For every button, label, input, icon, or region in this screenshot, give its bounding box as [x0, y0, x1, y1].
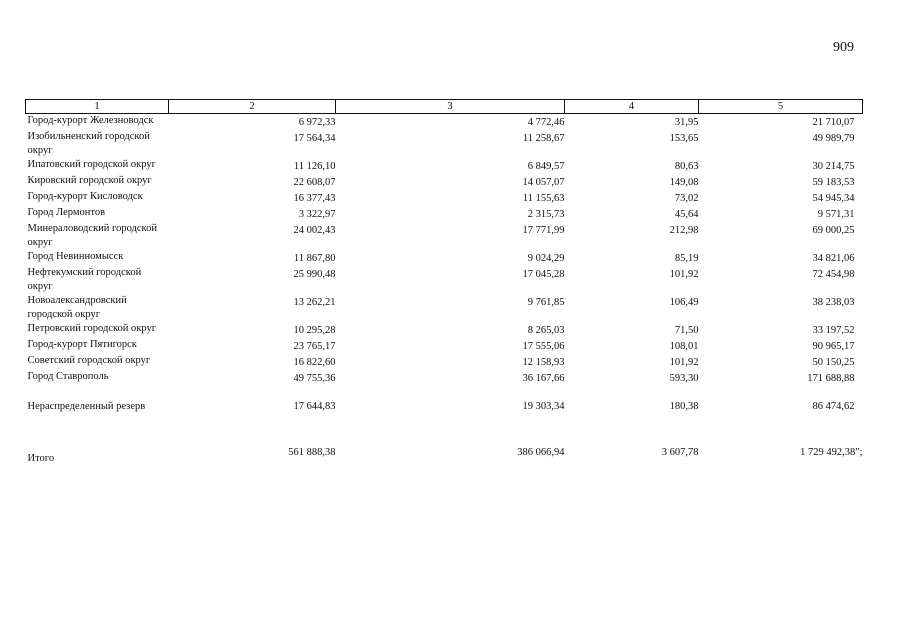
cell-col5: 69 000,25 — [812, 225, 855, 236]
cell-col5: 9 571,31 — [817, 209, 855, 220]
total-col5 — [699, 414, 863, 466]
cell-col5: 86 474,62 — [812, 401, 855, 412]
table-row — [26, 386, 863, 414]
cell-col3: 11 155,63 — [522, 193, 565, 204]
cell-col4: 593,30 — [669, 373, 699, 384]
table-body — [26, 114, 863, 467]
cell-col2: 10 295,28 — [293, 325, 336, 336]
cell-col4: 101,92 — [669, 269, 699, 280]
cell-col2: 17 644,83 — [293, 401, 336, 412]
cell-col3: 9 761,85 — [527, 297, 565, 308]
cell-col4: 106,49 — [669, 297, 699, 308]
cell-col3: 8 265,03 — [527, 325, 565, 336]
cell-col4: 108,01 — [669, 341, 699, 352]
cell-col5: 50 150,25 — [812, 357, 855, 368]
cell-col2: 6 972,33 — [298, 117, 336, 128]
row-name: Город Лермонтов — [27, 207, 106, 218]
cell-col5: 34 821,06 — [812, 253, 855, 264]
cell-col3: 11 258,67 — [522, 133, 565, 144]
cell-col2: 25 990,48 — [293, 269, 336, 280]
cell-col3: 12 158,93 — [522, 357, 565, 368]
row-name: Ипатовский городской округ — [27, 159, 156, 170]
table-row — [26, 174, 863, 190]
cell-col4: 31,95 — [674, 117, 699, 128]
table-row — [26, 266, 863, 294]
cell-col4: 80,63 — [674, 161, 699, 172]
table-row — [26, 338, 863, 354]
row-name: Петровский городской округ — [27, 323, 157, 334]
cell-col3: 2 315,73 — [527, 209, 565, 220]
cell-col5: 90 965,17 — [812, 341, 855, 352]
total-label: Итого — [27, 453, 55, 464]
cell-col3: 17 045,28 — [522, 269, 565, 280]
total-col4: 3 607,78 — [661, 447, 699, 458]
cell-col3: 17 555,06 — [522, 341, 565, 352]
cell-col4: 153,65 — [669, 133, 699, 144]
cell-col5: 38 238,03 — [812, 297, 855, 308]
cell-col2: 24 002,43 — [293, 225, 336, 236]
cell-col3: 36 167,66 — [522, 373, 565, 384]
table-row — [26, 250, 863, 266]
cell-col3: 17 771,99 — [522, 225, 565, 236]
cell-col2: 11 126,10 — [293, 161, 336, 172]
cell-col5: 72 454,98 — [812, 269, 855, 280]
table-row — [26, 114, 863, 131]
cell-col5: 21 710,07 — [812, 117, 855, 128]
cell-col5: 49 989,79 — [812, 133, 855, 144]
column-header: 4 — [565, 100, 699, 114]
cell-col5: 30 214,75 — [812, 161, 855, 172]
cell-col2: 16 822,60 — [293, 357, 336, 368]
cell-col2: 11 867,80 — [293, 253, 336, 264]
row-name: Нераспределенный резерв — [27, 401, 146, 412]
row-name: Город Ставрополь — [27, 371, 109, 382]
cell-col2: 23 765,17 — [293, 341, 336, 352]
total-row — [26, 414, 863, 466]
cell-col5: 54 945,34 — [812, 193, 855, 204]
page-number: 909 — [833, 40, 854, 55]
table-row — [26, 294, 863, 322]
table-row — [26, 130, 863, 158]
table-row — [26, 222, 863, 250]
row-name: Кировский городской округ — [27, 175, 152, 186]
row-name: Город-курорт Железноводск — [27, 115, 154, 126]
cell-col3: 6 849,57 — [527, 161, 565, 172]
row-name: Минераловодский городской округ — [27, 223, 157, 248]
cell-col3: 9 024,29 — [527, 253, 565, 264]
column-header: 1 — [26, 100, 169, 114]
cell-col4: 101,92 — [669, 357, 699, 368]
table-row — [26, 322, 863, 338]
table-row — [26, 370, 863, 386]
cell-col5: 33 197,52 — [812, 325, 855, 336]
table-row — [26, 206, 863, 222]
row-name: Советский городской округ — [27, 355, 151, 366]
cell-col5: 59 183,53 — [812, 177, 855, 188]
cell-col3: 19 303,34 — [522, 401, 565, 412]
row-name: Новоалександровский городской округ — [27, 295, 127, 320]
table-row — [26, 158, 863, 174]
cell-col4: 85,19 — [674, 253, 699, 264]
cell-col2: 17 564,34 — [293, 133, 336, 144]
budget-table — [25, 99, 863, 466]
cell-col4: 149,08 — [669, 177, 699, 188]
total-col2: 561 888,38 — [288, 447, 336, 458]
row-name: Город-курорт Кисловодск — [27, 191, 143, 202]
table-row — [26, 190, 863, 206]
table-row — [26, 354, 863, 370]
cell-col2: 49 755,36 — [293, 373, 336, 384]
cell-col5: 171 688,88 — [807, 373, 855, 384]
cell-col2: 22 608,07 — [293, 177, 336, 188]
total-col3: 386 066,94 — [517, 447, 565, 458]
row-name: Город Невинномысск — [27, 251, 124, 262]
cell-col2: 16 377,43 — [293, 193, 336, 204]
cell-col4: 45,64 — [674, 209, 699, 220]
cell-col3: 4 772,46 — [527, 117, 565, 128]
row-name: Нефтекумский городской округ — [27, 267, 142, 292]
cell-col3: 14 057,07 — [522, 177, 565, 188]
cell-col4: 73,02 — [674, 193, 699, 204]
table-header — [26, 100, 863, 114]
cell-col4: 180,38 — [669, 401, 699, 412]
column-header: 5 — [699, 100, 863, 114]
closing-quote-mark: "; — [855, 447, 863, 458]
cell-col2: 3 322,97 — [298, 209, 336, 220]
row-name: Изобильненский городской округ — [27, 131, 150, 156]
cell-col2: 13 262,21 — [293, 297, 336, 308]
row-name: Город-курорт Пятигорск — [27, 339, 137, 350]
total-col5-value: 1 729 492,38 — [800, 447, 856, 458]
column-header: 3 — [336, 100, 565, 114]
column-header: 2 — [169, 100, 336, 114]
cell-col4: 71,50 — [674, 325, 699, 336]
cell-col4: 212,98 — [669, 225, 699, 236]
